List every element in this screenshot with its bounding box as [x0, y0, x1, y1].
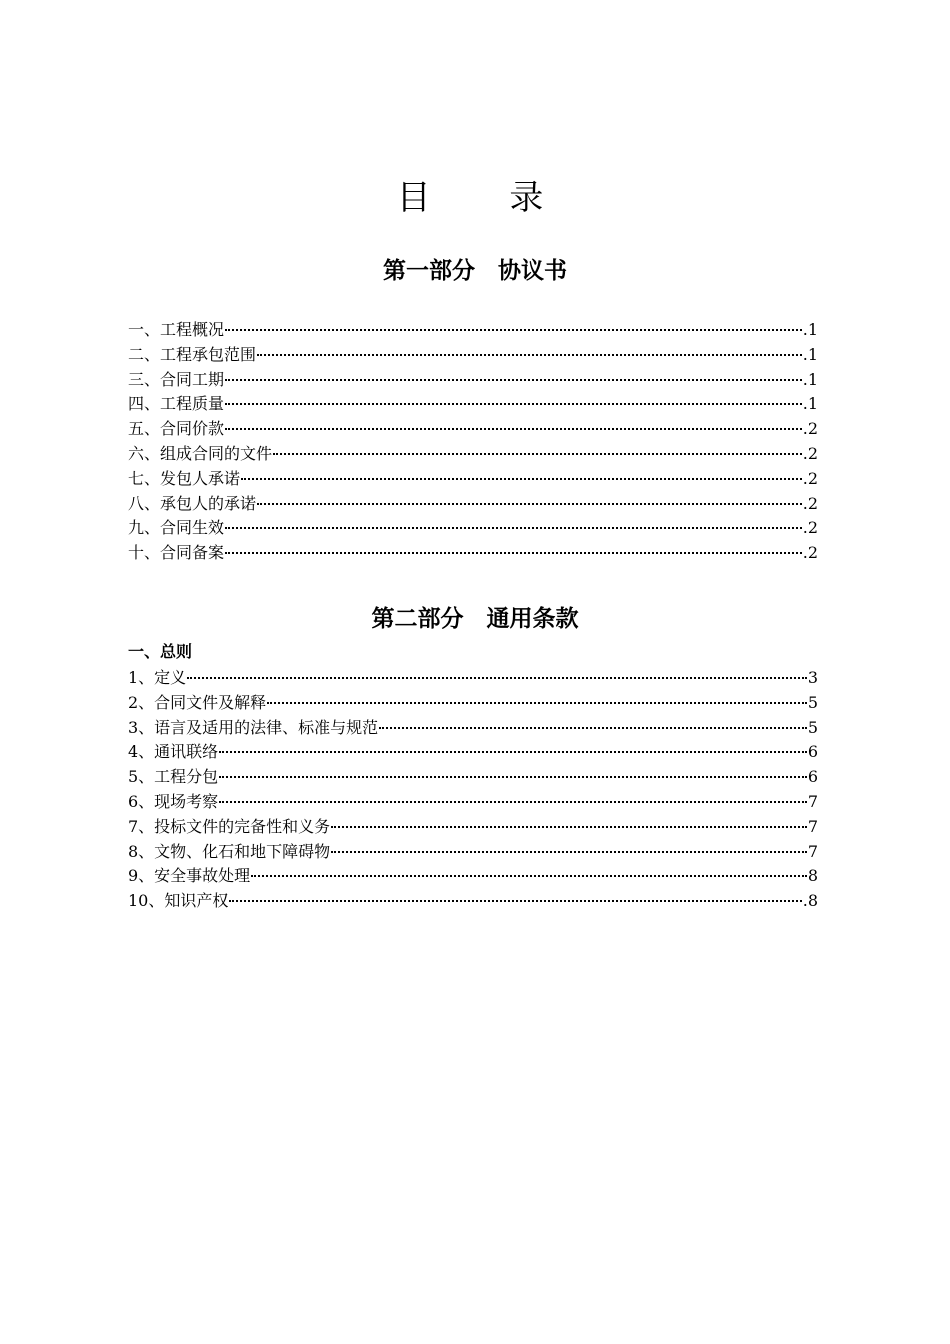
toc-leader-dots: [225, 428, 802, 430]
toc-leader-dots: [379, 727, 807, 729]
toc-entry-page: 7: [807, 841, 818, 861]
toc-leader-dots: [219, 801, 807, 803]
toc-entry-label: 7、投标文件的完备性和义务: [128, 816, 331, 836]
toc-entry-label: 8、文物、化石和地下障碍物: [128, 841, 331, 861]
toc-leader-dots: [257, 503, 802, 505]
toc-leader-dots: [251, 875, 807, 877]
toc-entry-label: 5、工程分包: [128, 767, 219, 787]
toc-entry-page: 6: [807, 742, 818, 762]
toc-entry[interactable]: [128, 318, 818, 343]
toc-entry-label: 6、现场考察: [128, 791, 219, 811]
toc-entry-page: .2: [802, 419, 818, 439]
toc-entry-label: 1、定义: [128, 668, 187, 687]
part-one-toc: [128, 318, 818, 566]
toc-leader-dots: [225, 379, 802, 381]
toc-entry-label: 2、合同文件及解释: [128, 692, 267, 712]
toc-entry[interactable]: [128, 716, 818, 741]
toc-entry-label: 五、合同价款: [128, 419, 225, 439]
toc-entry-page: 8: [807, 866, 818, 886]
part-one-heading: 第一部分 协议书: [383, 258, 567, 284]
toc-entry-label: 七、发包人承诺: [128, 468, 241, 488]
toc-leader-dots: [225, 403, 802, 405]
toc-leader-dots: [225, 329, 802, 331]
toc-entry[interactable]: [128, 467, 818, 492]
toc-entry-page: .8: [802, 891, 818, 911]
toc-entry-page: .2: [802, 518, 818, 538]
toc-entry-page: 7: [807, 791, 818, 811]
toc-entry-page: .1: [802, 394, 818, 414]
toc-entry-page: .2: [802, 493, 818, 513]
toc-leader-dots: [331, 851, 807, 853]
toc-entry[interactable]: [128, 492, 818, 517]
toc-entry[interactable]: [128, 442, 818, 467]
toc-leader-dots: [225, 552, 802, 554]
toc-entry[interactable]: [128, 691, 818, 716]
toc-leader-dots: [187, 677, 807, 679]
toc-leader-dots: [219, 751, 807, 753]
toc-entry[interactable]: [128, 864, 818, 889]
toc-entry-label: 九、合同生效: [128, 518, 225, 538]
toc-entry-label: 三、合同工期: [128, 369, 225, 389]
toc-leader-dots: [225, 527, 802, 529]
toc-entry-page: 5: [807, 717, 818, 737]
toc-entry[interactable]: [128, 516, 818, 541]
toc-leader-dots: [273, 453, 802, 455]
toc-entry[interactable]: [128, 790, 818, 815]
toc-entry-label: 八、承包人的承诺: [128, 493, 257, 513]
toc-entry-page: .2: [802, 443, 818, 463]
toc-entry[interactable]: [128, 765, 818, 790]
toc-entry-page: 3: [807, 668, 818, 687]
toc-entry-page: 5: [807, 692, 818, 712]
toc-entry-label: 3、语言及适用的法律、标准与规范: [128, 717, 379, 737]
part-two-heading: 第二部分 通用条款: [371, 606, 579, 632]
toc-entry-page: .1: [802, 369, 818, 389]
toc-entry-page: 6: [807, 767, 818, 787]
toc-leader-dots: [331, 826, 807, 828]
toc-entry-label: 二、工程承包范围: [128, 344, 257, 364]
toc-entry-label: 9、安全事故处理: [128, 866, 251, 886]
toc-entry[interactable]: [128, 368, 818, 393]
toc-entry-page: .2: [802, 468, 818, 488]
document-title: 目 录: [396, 178, 578, 218]
toc-entry[interactable]: [128, 417, 818, 442]
toc-leader-dots: [229, 900, 801, 902]
toc-entry-page: 7: [807, 816, 818, 836]
toc-entry-label: 四、工程质量: [128, 394, 225, 414]
toc-entry[interactable]: [128, 666, 818, 691]
toc-leader-dots: [241, 478, 802, 480]
toc-leader-dots: [267, 702, 807, 704]
section-heading-general: 一、总则: [128, 642, 193, 661]
toc-entry-label: 六、组成合同的文件: [128, 443, 273, 463]
toc-entry[interactable]: [128, 840, 818, 865]
toc-entry-page: .2: [802, 543, 818, 563]
toc-entry[interactable]: [128, 541, 818, 566]
toc-entry[interactable]: [128, 343, 818, 368]
toc-entry[interactable]: [128, 889, 818, 914]
toc-entry[interactable]: [128, 815, 818, 840]
toc-entry-label: 十、合同备案: [128, 543, 225, 563]
toc-entry-page: .1: [802, 320, 818, 339]
toc-entry-label: 10、知识产权: [128, 891, 229, 911]
toc-entry[interactable]: [128, 740, 818, 765]
part-two-toc: [128, 666, 818, 914]
toc-entry-label: 4、通讯联络: [128, 742, 219, 762]
toc-leader-dots: [257, 354, 802, 356]
toc-leader-dots: [219, 776, 807, 778]
toc-entry-label: 一、工程概况: [128, 320, 225, 339]
toc-entry[interactable]: [128, 392, 818, 417]
toc-entry-page: .1: [802, 344, 818, 364]
